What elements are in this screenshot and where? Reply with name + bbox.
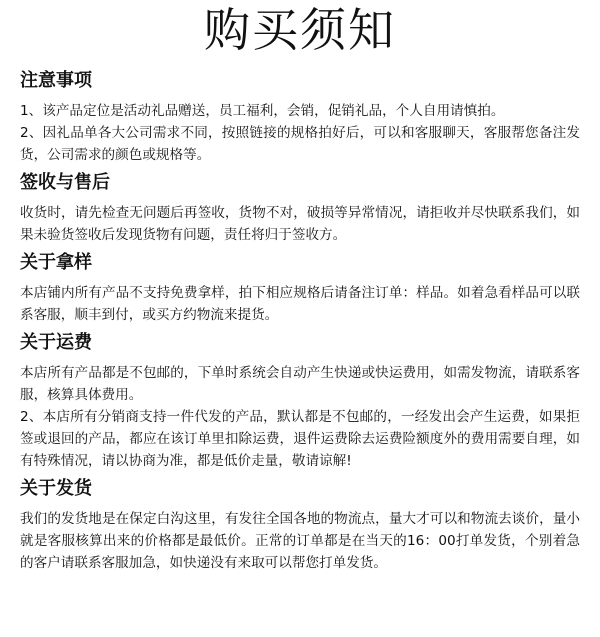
- section-dispatch: [20, 476, 580, 574]
- section-samples: [20, 250, 580, 326]
- shipping-fees-paragraph-1: 本店所有产品都是不包邮的，下单时系统会自动产生快递或快运费用，如需发物流，请联系客服，核算具体费用。: [20, 365, 580, 403]
- section-heading-receipt: 签收与售后: [20, 172, 110, 193]
- dispatch-paragraph-1: 我们的发货地是在保定白沟这里，有发往全国各地的物流点，量大才可以和物流去谈价，量小就是客服核算出来的价格都是最低价。正常的订单都是在当天的16：00打单发货，个别着急的客户请联系客服加急，如快递没有来取可以帮您打单发货。: [20, 511, 580, 571]
- samples-paragraph-1: 本店铺内所有产品不支持免费拿样，拍下相应规格后请备注订单：样品。如着急看样品可以联系客服，顺丰到付，或买方约物流来提货。: [20, 285, 580, 323]
- section-heading-dispatch: 关于发货: [20, 478, 92, 499]
- page-title: 购买须知: [204, 3, 396, 57]
- notes-paragraph-1: 1、该产品定位是活动礼品赠送，员工福利，会销，促销礼品，个人自用请慎拍。: [20, 103, 505, 119]
- section-heading-shipping-fees: 关于运费: [20, 332, 92, 353]
- section-shipping-fees: [20, 330, 580, 472]
- section-notes: [20, 68, 580, 166]
- receipt-paragraph-1: 收货时，请先检查无问题后再签收，货物不对，破损等异常情况，请拒收并尽快联系我们，如果未验货签收后发现货物有问题，责任将归于签收方。: [20, 205, 580, 243]
- section-heading-notes: 注意事项: [20, 70, 92, 91]
- shipping-fees-paragraph-2: 2、本店所有分销商支持一件代发的产品，默认都是不包邮的，一经发出会产生运费，如果拒签或退回的产品，都应在该订单里扣除运费，退件运费除去运费险额度外的费用需要自理，如有特殊情况，请以协商为准，都是低价走量，敬请谅解!: [20, 409, 580, 469]
- notes-paragraph-2: 2、因礼品单各大公司需求不同，按照链接的规格拍好后，可以和客服聊天，客服帮您备注发货，公司需求的颜色或规格等。: [20, 125, 580, 163]
- section-receipt-aftersales: [20, 170, 580, 246]
- section-heading-samples: 关于拿样: [20, 252, 92, 273]
